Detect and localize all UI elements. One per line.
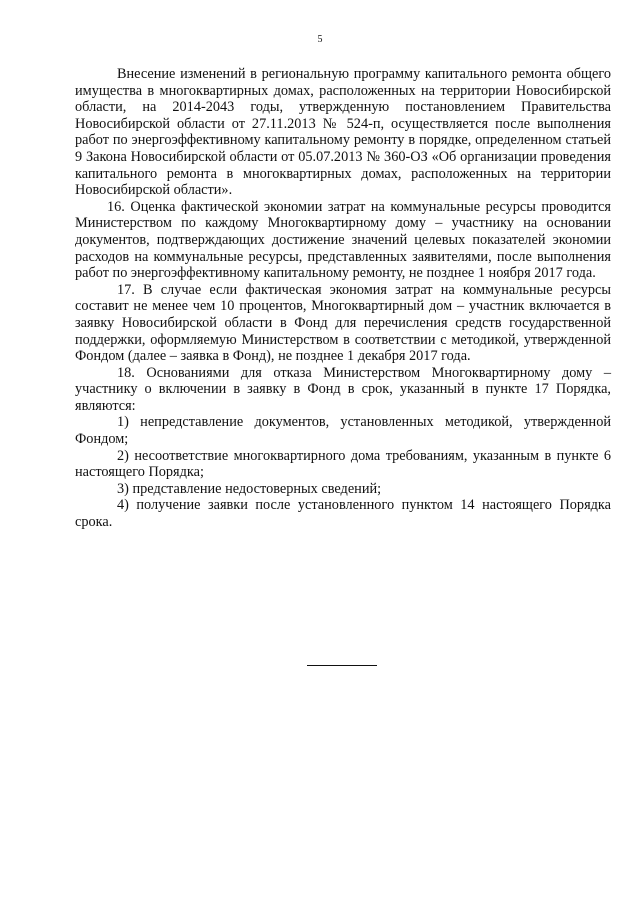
- document-body: [75, 66, 611, 531]
- list-item-3: 3) представление недостоверных сведений;: [117, 480, 382, 497]
- paragraph-17: 17. В случае если фактическая экономия затрат на коммунальные ресурсы составит не менее чем 10 процентов, Многоквартирный дом – участник включается в заявку Новосибирской области в Фонд для перечисления средств государственной поддержки, оформляемую Министерством в соответствии с методикой, утвержденной Фондом (далее – заявка в Фонд), не позднее 1 декабря 2017 года.: [75, 281, 611, 365]
- list-item-2: 2) несоответствие многоквартирного дома требованиям, указанным в пункте 6 настоящего Порядка;: [75, 447, 611, 481]
- paragraph-18: 18. Основаниями для отказа Министерством Многоквартирному дому – участнику о включении в заявку в Фонд в срок, указанный в пункте 17 Порядка, являются:: [75, 364, 611, 414]
- list-item-1: 1) непредставление документов, установленных методикой, утвержденной Фондом;: [75, 414, 611, 448]
- end-separator-line: [307, 665, 377, 666]
- page-number: 5: [317, 34, 323, 45]
- list-item-4: 4) получение заявки после установленного пунктом 14 настоящего Порядка срока.: [75, 497, 611, 531]
- paragraph-16: 16. Оценка фактической экономии затрат на коммунальные ресурсы проводится Министерством по каждому Многоквартирному дому – участнику на основании документов, подтверждающих достижение значений целевых показателей экономии расходов на коммунальные ресурсы, представленных заявителями, после выполнения работ по энергоэффективному капитальному ремонту, не позднее 1 ноября 2017 года.: [75, 198, 611, 282]
- paragraph-amendment: Внесение изменений в региональную программу капитального ремонта общего имущества в многоквартирных домах, расположенных на территории Новосибирской области, на 2014-2043 годы, утвержденную постановлением Правительства Новосибирской области от 27.11.2013 № 524-п, осуществляется после выполнения работ по энергоэффективному капитальному ремонту в порядке, определенном статьей 9 Закона Новосибирской области от 05.07.2013 № 360-ОЗ «Об организации проведения капитального ремонта в многоквартирных домах, расположенных на территории Новосибирской области».: [75, 66, 611, 199]
